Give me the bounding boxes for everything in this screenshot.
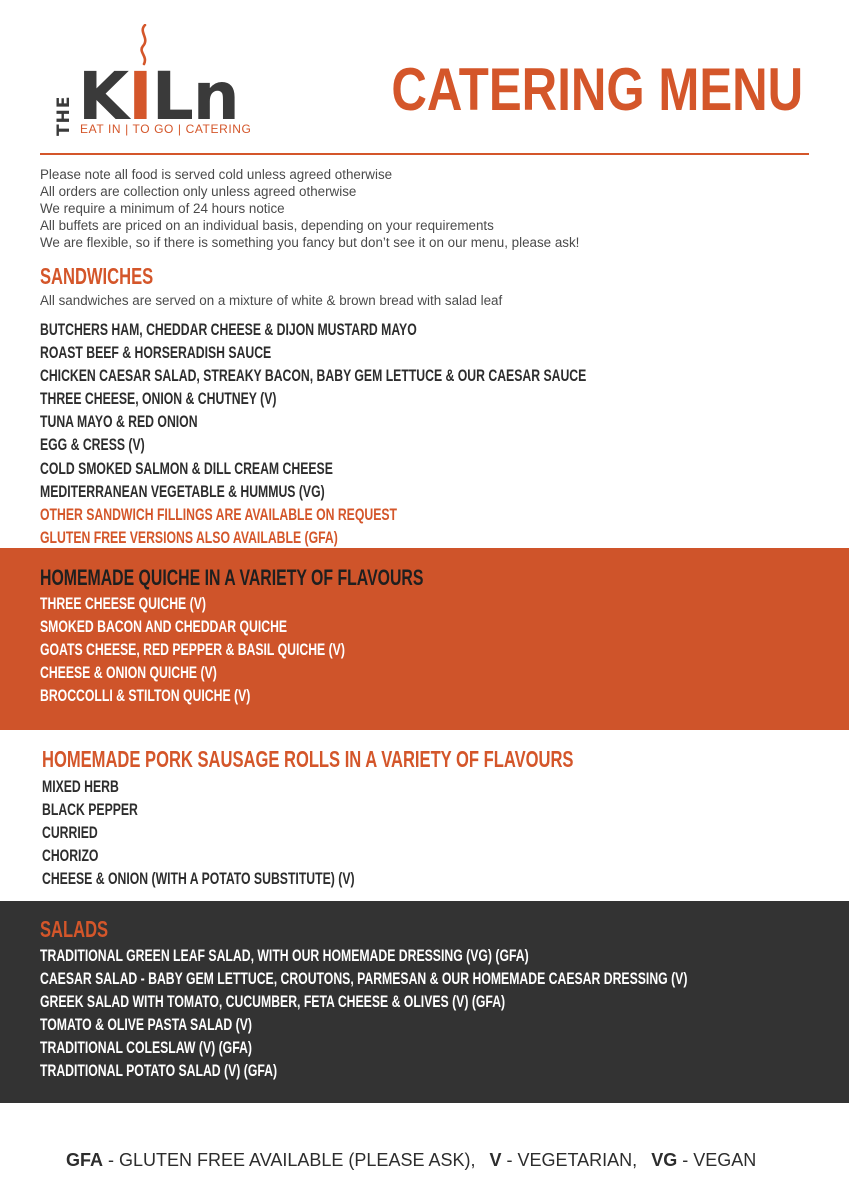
header-divider — [40, 153, 809, 155]
menu-item: TOMATO & OLIVE PASTA SALAD (V) — [40, 1015, 252, 1035]
logo-wordmark — [78, 58, 239, 135]
legend-gfa-code: GFA — [66, 1150, 104, 1170]
sandwich-note: GLUTEN FREE VERSIONS ALSO AVAILABLE (GFA) — [40, 527, 338, 547]
note-line: Please note all food is served cold unless agreed otherwise — [40, 167, 393, 182]
menu-item: GREEK SALAD WITH TOMATO, CUCUMBER, FETA CHEESE & OLIVES (V) (GFA) — [40, 992, 506, 1012]
menu-item: CHICKEN CAESAR SALAD, STREAKY BACON, BABY GEM LETTUCE & OUR CAESAR SAUCE — [40, 366, 587, 386]
quiche-heading: HOMEMADE QUICHE IN A VARIETY OF FLAVOURS — [40, 565, 424, 590]
menu-item: CHORIZO — [42, 846, 99, 866]
notes — [40, 166, 820, 251]
menu-item: TRADITIONAL GREEN LEAF SALAD, WITH OUR HOMEMADE DRESSING (VG) (GFA) — [40, 946, 529, 965]
menu-item: CHEESE & ONION QUICHE (V) — [40, 663, 217, 683]
menu-item: BLACK PEPPER — [42, 800, 138, 820]
logo-letter-n: n — [192, 58, 239, 135]
sausage-rolls-section — [42, 744, 842, 890]
logo-the: THE — [54, 95, 74, 136]
salads-heading: SALADS — [40, 916, 109, 942]
sausage-rolls-heading: HOMEMADE PORK SAUSAGE ROLLS IN A VARIETY OF FLAVOURS — [42, 746, 574, 772]
menu-item: MIXED HERB — [42, 777, 119, 796]
menu-item: BROCCOLLI & STILTON QUICHE (V) — [40, 686, 251, 706]
sandwiches-heading: SANDWICHES — [40, 263, 154, 289]
menu-item: SMOKED BACON AND CHEDDAR QUICHE — [40, 617, 288, 637]
menu-item: TRADITIONAL COLESLAW (V) (GFA) — [40, 1038, 252, 1058]
legend-v-text: - VEGETARIAN, — [501, 1150, 638, 1170]
menu-item: TRADITIONAL POTATO SALAD (V) (GFA) — [40, 1061, 278, 1081]
menu-item: EGG & CRESS (V) — [40, 435, 145, 455]
note-line: We require a minimum of 24 hours notice — [40, 201, 285, 216]
menu-item: CAESAR SALAD - BABY GEM LETTUCE, CROUTONS, PARMESAN & OUR HOMEMADE CAESAR DRESSING (V) — [40, 969, 688, 989]
sandwiches-section — [40, 263, 840, 549]
menu-item: MEDITERRANEAN VEGETABLE & HUMMUS (VG) — [40, 481, 325, 501]
logo-letter-k: K — [78, 58, 129, 135]
menu-item: CURRIED — [42, 823, 98, 843]
menu-item: COLD SMOKED SALMON & DILL CREAM CHEESE — [40, 458, 333, 478]
quiche-section — [0, 548, 849, 730]
menu-item: CHEESE & ONION (WITH A POTATO SUBSTITUTE) (V) — [42, 869, 355, 889]
menu-item: THREE CHEESE QUICHE (V) — [40, 594, 206, 613]
menu-item: ROAST BEEF & HORSERADISH SAUCE — [40, 343, 272, 363]
logo-letter-l: L — [151, 58, 193, 135]
note-line: We are flexible, so if there is something you fancy but don’t see it on our menu, please ask! — [40, 235, 580, 250]
dietary-legend — [66, 1148, 756, 1172]
logo-tagline: EAT IN | TO GO | CATERING — [80, 122, 252, 136]
legend-gfa-text: - GLUTEN FREE AVAILABLE (PLEASE ASK), — [103, 1150, 476, 1170]
logo-letter-i: I — [128, 58, 152, 135]
menu-item: THREE CHEESE, ONION & CHUTNEY (V) — [40, 389, 277, 409]
page-title: CATERING MENU — [391, 56, 803, 123]
sandwiches-subtitle: All sandwiches are served on a mixture of white & brown bread with salad leaf — [40, 293, 503, 308]
legend-vg-text: - VEGAN — [677, 1150, 757, 1170]
legend-v-code: V — [489, 1150, 502, 1170]
salads-section — [0, 901, 849, 1103]
logo — [54, 24, 264, 139]
menu-item: TUNA MAYO & RED ONION — [40, 412, 198, 432]
sandwich-note: OTHER SANDWICH FILLINGS ARE AVAILABLE ON REQUEST — [40, 504, 398, 524]
legend-vg-code: VG — [651, 1150, 678, 1170]
note-line: All buffets are priced on an individual basis, depending on your requirements — [40, 218, 494, 233]
menu-item: BUTCHERS HAM, CHEDDAR CHEESE & DIJON MUSTARD MAYO — [40, 320, 417, 339]
menu-item: GOATS CHEESE, RED PEPPER & BASIL QUICHE (V) — [40, 640, 345, 660]
note-line: All orders are collection only unless agreed otherwise — [40, 184, 357, 199]
